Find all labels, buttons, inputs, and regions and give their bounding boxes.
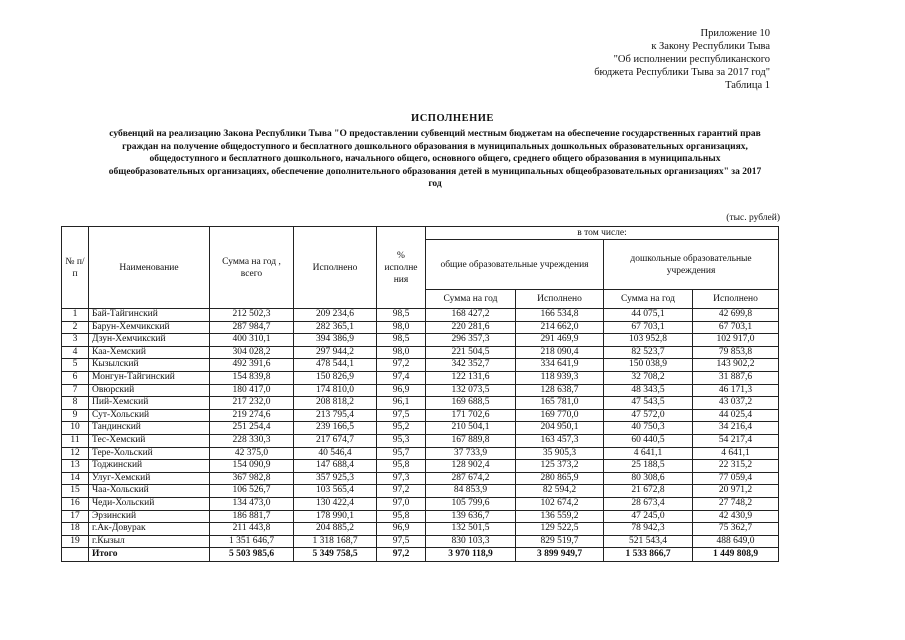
table-row xyxy=(62,460,779,473)
row-percent: 98,0 xyxy=(377,321,426,334)
row-number: 19 xyxy=(62,535,89,548)
row-executed: 239 166,5 xyxy=(294,422,377,435)
row-percent: 97,0 xyxy=(377,497,426,510)
row-preschool-sum-year: 4 641,1 xyxy=(604,447,693,460)
row-preschool-executed: 44 025,4 xyxy=(693,409,779,422)
document-title: ИСПОЛНЕНИЕ xyxy=(411,113,494,124)
total-sum-year: 5 503 985,6 xyxy=(210,548,294,562)
row-name: Кызылский xyxy=(89,359,210,372)
row-sum-year: 186 881,7 xyxy=(210,510,294,523)
row-percent: 96,9 xyxy=(377,523,426,536)
row-executed: 217 674,7 xyxy=(294,434,377,447)
row-preschool-sum-year: 78 942,3 xyxy=(604,523,693,536)
row-preschool-executed: 79 853,8 xyxy=(693,346,779,359)
row-sum-year: 1 351 646,7 xyxy=(210,535,294,548)
row-name: Барун-Хемчикский xyxy=(89,321,210,334)
row-percent: 95,2 xyxy=(377,422,426,435)
row-preschool-executed: 46 171,3 xyxy=(693,384,779,397)
row-number: 18 xyxy=(62,523,89,536)
row-general-sum-year: 210 504,1 xyxy=(426,422,516,435)
row-name: Каа-Хемский xyxy=(89,346,210,359)
row-general-executed: 163 457,3 xyxy=(516,434,604,447)
row-general-sum-year: 171 702,6 xyxy=(426,409,516,422)
table-row xyxy=(62,409,779,422)
row-executed: 297 944,2 xyxy=(294,346,377,359)
row-percent: 95,3 xyxy=(377,434,426,447)
row-general-sum-year: 296 357,3 xyxy=(426,334,516,347)
row-number: 1 xyxy=(62,309,89,322)
row-preschool-sum-year: 25 188,5 xyxy=(604,460,693,473)
row-name: Чеди-Хольский xyxy=(89,497,210,510)
row-preschool-executed: 67 703,1 xyxy=(693,321,779,334)
row-executed: 209 234,6 xyxy=(294,309,377,322)
header-num: № п/п xyxy=(62,227,89,309)
row-general-sum-year: 168 427,2 xyxy=(426,309,516,322)
appendix-line-2: к Закону Республики Тыва xyxy=(651,41,770,52)
row-percent: 97,4 xyxy=(377,371,426,384)
total-row-number xyxy=(62,548,89,562)
row-number: 7 xyxy=(62,384,89,397)
row-preschool-sum-year: 28 673,4 xyxy=(604,497,693,510)
row-percent: 97,5 xyxy=(377,535,426,548)
row-preschool-executed: 42 430,9 xyxy=(693,510,779,523)
table-row xyxy=(62,523,779,536)
table-row xyxy=(62,434,779,447)
row-general-executed: 214 662,0 xyxy=(516,321,604,334)
row-percent: 98,0 xyxy=(377,346,426,359)
row-preschool-sum-year: 67 703,1 xyxy=(604,321,693,334)
row-preschool-executed: 22 315,2 xyxy=(693,460,779,473)
row-executed: 103 565,4 xyxy=(294,485,377,498)
row-preschool-executed: 43 037,2 xyxy=(693,397,779,410)
row-preschool-executed: 27 748,2 xyxy=(693,497,779,510)
row-preschool-executed: 4 641,1 xyxy=(693,447,779,460)
row-percent: 98,5 xyxy=(377,334,426,347)
row-name: Овюрский xyxy=(89,384,210,397)
header-executed: Исполнено xyxy=(294,227,377,309)
table-row xyxy=(62,346,779,359)
row-preschool-sum-year: 60 440,5 xyxy=(604,434,693,447)
row-sum-year: 42 375,0 xyxy=(210,447,294,460)
row-sum-year: 367 982,8 xyxy=(210,472,294,485)
row-name: Бай-Тайгинский xyxy=(89,309,210,322)
row-preschool-sum-year: 48 343,5 xyxy=(604,384,693,397)
row-number: 5 xyxy=(62,359,89,372)
row-general-executed: 118 939,3 xyxy=(516,371,604,384)
header-preschool-sum-year: Сумма на год xyxy=(604,290,693,309)
row-executed: 208 818,2 xyxy=(294,397,377,410)
row-sum-year: 251 254,4 xyxy=(210,422,294,435)
row-general-executed: 829 519,7 xyxy=(516,535,604,548)
row-number: 17 xyxy=(62,510,89,523)
row-number: 12 xyxy=(62,447,89,460)
row-preschool-executed: 488 649,0 xyxy=(693,535,779,548)
row-preschool-executed: 143 902,2 xyxy=(693,359,779,372)
row-general-sum-year: 342 352,7 xyxy=(426,359,516,372)
row-sum-year: 228 330,3 xyxy=(210,434,294,447)
document-subtitle xyxy=(85,128,785,191)
row-preschool-executed: 42 699,8 xyxy=(693,309,779,322)
row-executed: 178 990,1 xyxy=(294,510,377,523)
subtitle-line-5: год xyxy=(428,179,442,190)
row-preschool-sum-year: 80 308,6 xyxy=(604,472,693,485)
row-executed: 282 365,1 xyxy=(294,321,377,334)
row-executed: 1 318 168,7 xyxy=(294,535,377,548)
row-general-sum-year: 221 504,5 xyxy=(426,346,516,359)
header-sum-year: Сумма на год , всего xyxy=(210,227,294,309)
row-preschool-executed: 102 917,0 xyxy=(693,334,779,347)
row-name: Сут-Хольский xyxy=(89,409,210,422)
row-general-sum-year: 132 073,5 xyxy=(426,384,516,397)
row-preschool-executed: 54 217,4 xyxy=(693,434,779,447)
subtitle-line-2: граждан на получение общедоступного и бесплатного дошкольного образования в муниципальных дошкольных образовательных организациях, xyxy=(122,141,748,152)
row-general-executed: 35 905,3 xyxy=(516,447,604,460)
row-general-executed: 129 522,5 xyxy=(516,523,604,536)
row-number: 13 xyxy=(62,460,89,473)
header-percent: % исполне ния xyxy=(377,227,426,309)
row-general-sum-year: 122 131,6 xyxy=(426,371,516,384)
row-preschool-sum-year: 47 543,5 xyxy=(604,397,693,410)
row-general-executed: 334 641,9 xyxy=(516,359,604,372)
row-preschool-executed: 31 887,6 xyxy=(693,371,779,384)
row-general-executed: 128 638,7 xyxy=(516,384,604,397)
row-executed: 213 795,4 xyxy=(294,409,377,422)
row-general-executed: 291 469,9 xyxy=(516,334,604,347)
row-general-sum-year: 132 501,5 xyxy=(426,523,516,536)
row-executed: 478 544,1 xyxy=(294,359,377,372)
row-general-sum-year: 128 902,4 xyxy=(426,460,516,473)
row-name: Пий-Хемский xyxy=(89,397,210,410)
appendix-line-1: Приложение 10 xyxy=(700,28,770,39)
total-percent: 97,2 xyxy=(377,548,426,562)
row-general-executed: 102 674,2 xyxy=(516,497,604,510)
row-percent: 96,9 xyxy=(377,384,426,397)
table-row xyxy=(62,472,779,485)
table-body xyxy=(62,309,779,562)
table-row xyxy=(62,510,779,523)
row-name: Дзун-Хемчикский xyxy=(89,334,210,347)
row-sum-year: 154 090,9 xyxy=(210,460,294,473)
row-general-executed: 218 090,4 xyxy=(516,346,604,359)
row-sum-year: 287 984,7 xyxy=(210,321,294,334)
row-preschool-executed: 75 362,7 xyxy=(693,523,779,536)
row-percent: 97,3 xyxy=(377,472,426,485)
total-executed: 5 349 758,5 xyxy=(294,548,377,562)
table-row xyxy=(62,397,779,410)
row-number: 6 xyxy=(62,371,89,384)
row-general-sum-year: 167 889,8 xyxy=(426,434,516,447)
row-name: Чаа-Хольский xyxy=(89,485,210,498)
table-row xyxy=(62,485,779,498)
table-row xyxy=(62,334,779,347)
row-number: 3 xyxy=(62,334,89,347)
header-name: Наименование xyxy=(89,227,210,309)
execution-table xyxy=(61,226,779,562)
row-general-sum-year: 169 688,5 xyxy=(426,397,516,410)
row-number: 16 xyxy=(62,497,89,510)
row-executed: 40 546,4 xyxy=(294,447,377,460)
row-percent: 96,1 xyxy=(377,397,426,410)
row-name: Монгун-Тайгинский xyxy=(89,371,210,384)
row-preschool-sum-year: 150 038,9 xyxy=(604,359,693,372)
row-general-sum-year: 84 853,9 xyxy=(426,485,516,498)
header-preschool-institutions: дошкольные образовательные учреждения xyxy=(604,240,779,290)
row-general-executed: 204 950,1 xyxy=(516,422,604,435)
row-general-executed: 169 770,0 xyxy=(516,409,604,422)
table-row xyxy=(62,422,779,435)
row-number: 4 xyxy=(62,346,89,359)
row-percent: 97,5 xyxy=(377,409,426,422)
row-number: 2 xyxy=(62,321,89,334)
row-preschool-sum-year: 47 245,0 xyxy=(604,510,693,523)
row-preschool-sum-year: 103 952,8 xyxy=(604,334,693,347)
table-row xyxy=(62,309,779,322)
row-general-sum-year: 220 281,6 xyxy=(426,321,516,334)
row-sum-year: 492 391,6 xyxy=(210,359,294,372)
row-sum-year: 304 028,2 xyxy=(210,346,294,359)
row-preschool-sum-year: 82 523,7 xyxy=(604,346,693,359)
row-name: Улуг-Хемский xyxy=(89,472,210,485)
row-executed: 147 688,4 xyxy=(294,460,377,473)
row-general-executed: 136 559,2 xyxy=(516,510,604,523)
header-including: в том числе: xyxy=(426,227,779,240)
header-general-executed: Исполнено xyxy=(516,290,604,309)
row-percent: 95,8 xyxy=(377,510,426,523)
row-general-sum-year: 139 636,7 xyxy=(426,510,516,523)
header-preschool-executed: Исполнено xyxy=(693,290,779,309)
row-preschool-sum-year: 44 075,1 xyxy=(604,309,693,322)
row-percent: 97,2 xyxy=(377,359,426,372)
units-label: (тыс. рублей) xyxy=(726,213,780,223)
row-executed: 394 386,9 xyxy=(294,334,377,347)
row-name: Тес-Хемский xyxy=(89,434,210,447)
row-general-sum-year: 37 733,9 xyxy=(426,447,516,460)
appendix-block xyxy=(450,27,770,92)
row-preschool-executed: 77 059,4 xyxy=(693,472,779,485)
table-row xyxy=(62,384,779,397)
row-name: г.Ак-Довурак xyxy=(89,523,210,536)
total-general-executed: 3 899 949,7 xyxy=(516,548,604,562)
table-row xyxy=(62,447,779,460)
row-sum-year: 106 526,7 xyxy=(210,485,294,498)
row-preschool-sum-year: 47 572,0 xyxy=(604,409,693,422)
row-preschool-sum-year: 521 543,4 xyxy=(604,535,693,548)
header-general-sum-year: Сумма на год xyxy=(426,290,516,309)
row-percent: 95,8 xyxy=(377,460,426,473)
row-number: 9 xyxy=(62,409,89,422)
row-sum-year: 400 310,1 xyxy=(210,334,294,347)
row-general-executed: 280 865,9 xyxy=(516,472,604,485)
row-number: 10 xyxy=(62,422,89,435)
row-sum-year: 134 473,0 xyxy=(210,497,294,510)
row-name: Тоджинский xyxy=(89,460,210,473)
subtitle-line-4: общеобразовательных организациях, обеспечение дополнительного образования детей в муниципальных общеобразовательных организациях" за 2017 xyxy=(108,166,762,177)
row-general-executed: 82 594,2 xyxy=(516,485,604,498)
row-sum-year: 211 443,8 xyxy=(210,523,294,536)
row-executed: 130 422,4 xyxy=(294,497,377,510)
appendix-line-5: Таблица 1 xyxy=(725,80,770,91)
row-percent: 97,2 xyxy=(377,485,426,498)
row-preschool-executed: 34 216,4 xyxy=(693,422,779,435)
header-general-institutions: общие образовательные учреждения xyxy=(426,240,604,290)
appendix-line-4: бюджета Республики Тыва за 2017 год" xyxy=(594,67,770,78)
row-general-sum-year: 105 799,6 xyxy=(426,497,516,510)
table-row xyxy=(62,535,779,548)
row-percent: 95,7 xyxy=(377,447,426,460)
row-number: 14 xyxy=(62,472,89,485)
row-general-sum-year: 287 674,2 xyxy=(426,472,516,485)
row-general-executed: 165 781,0 xyxy=(516,397,604,410)
row-general-sum-year: 830 103,3 xyxy=(426,535,516,548)
row-percent: 98,5 xyxy=(377,309,426,322)
row-name: Эрзинский xyxy=(89,510,210,523)
row-sum-year: 217 232,0 xyxy=(210,397,294,410)
row-preschool-sum-year: 21 672,8 xyxy=(604,485,693,498)
row-number: 8 xyxy=(62,397,89,410)
total-preschool-sum-year: 1 533 866,7 xyxy=(604,548,693,562)
table-row xyxy=(62,371,779,384)
row-name: Тере-Хольский xyxy=(89,447,210,460)
table-row xyxy=(62,321,779,334)
row-preschool-executed: 20 971,2 xyxy=(693,485,779,498)
table-row xyxy=(62,359,779,372)
row-name: Тандинский xyxy=(89,422,210,435)
row-general-executed: 125 373,2 xyxy=(516,460,604,473)
total-name: Итого xyxy=(89,548,210,562)
row-name: г.Кызыл xyxy=(89,535,210,548)
row-preschool-sum-year: 40 750,3 xyxy=(604,422,693,435)
row-sum-year: 180 417,0 xyxy=(210,384,294,397)
row-executed: 174 810,0 xyxy=(294,384,377,397)
subtitle-line-1: субвенций на реализацию Закона Республики Тыва "О предоставлении субвенций местным бюджетам на обеспечение государственных гарантий прав xyxy=(109,129,761,139)
row-sum-year: 154 839,8 xyxy=(210,371,294,384)
row-executed: 150 826,9 xyxy=(294,371,377,384)
row-number: 11 xyxy=(62,434,89,447)
row-preschool-sum-year: 32 708,2 xyxy=(604,371,693,384)
total-row xyxy=(62,548,779,562)
row-executed: 204 885,2 xyxy=(294,523,377,536)
subtitle-line-3: общедоступного и бесплатного дошкольного, начального общего, основного общего, среднего общего образования в муниципальных xyxy=(149,154,721,165)
total-general-sum-year: 3 970 118,9 xyxy=(426,548,516,562)
row-number: 15 xyxy=(62,485,89,498)
total-preschool-executed: 1 449 808,9 xyxy=(693,548,779,562)
row-executed: 357 925,3 xyxy=(294,472,377,485)
table-row xyxy=(62,497,779,510)
row-sum-year: 212 502,3 xyxy=(210,309,294,322)
appendix-line-3: "Об исполнении республиканского xyxy=(613,54,770,65)
row-general-executed: 166 534,8 xyxy=(516,309,604,322)
row-sum-year: 219 274,6 xyxy=(210,409,294,422)
